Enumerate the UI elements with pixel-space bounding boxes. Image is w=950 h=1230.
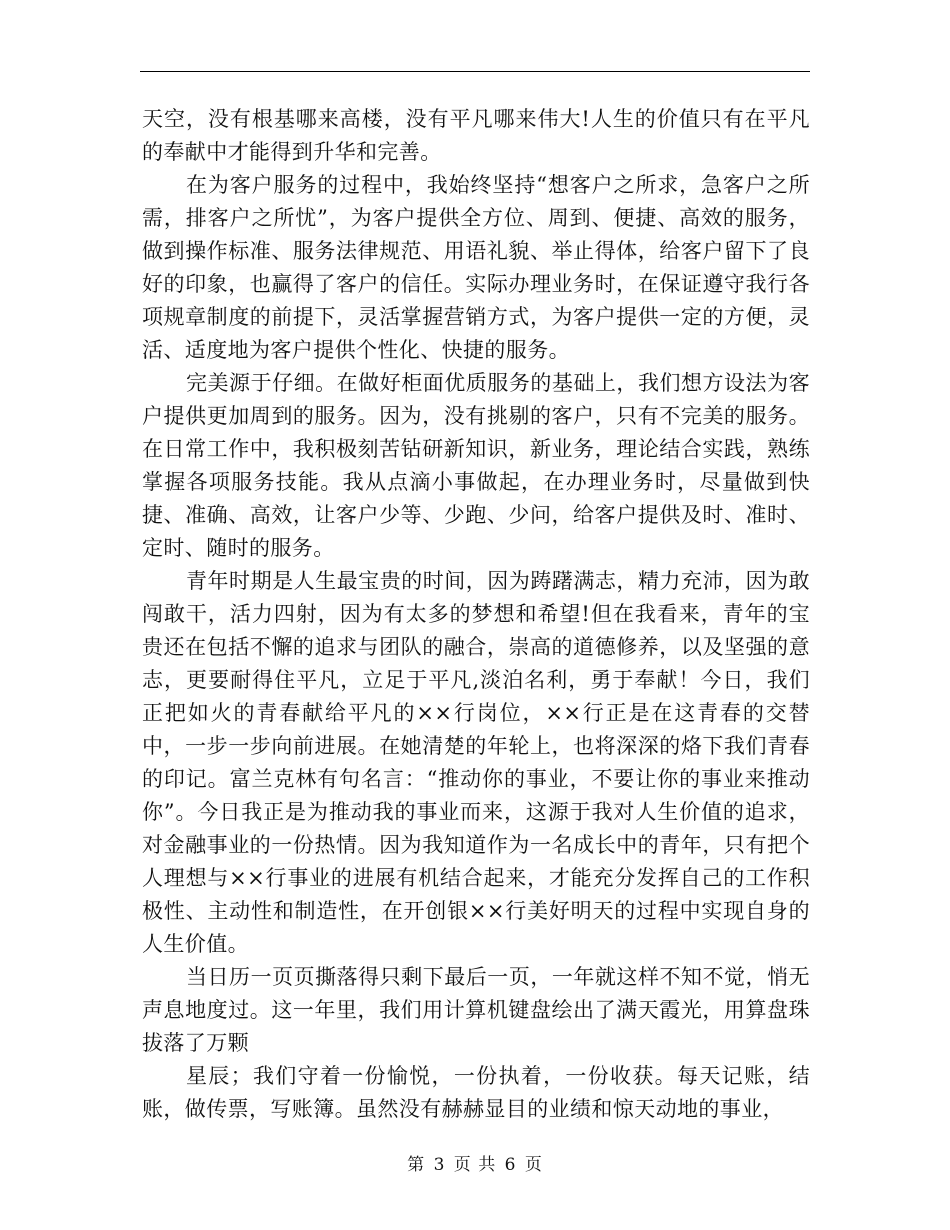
paragraph-3: 完美源于仔细。在做好柜面优质服务的基础上，我们想方设法为客户提供更加周到的服务。因为，没有挑剔的客户，只有不完美的服务。在日常工作中，我积极刻苦钻研新知识，新业务，理论结合实践，熟练掌握各项服务技能。我从点滴小事做起，在办理业务时，尽量做到快捷、准确、高效，让客户少等、少跑、少问，给客户提供及时、准时、定时、随时的服务。 [142,371,810,560]
paragraph-2: 在为客户服务的过程中，我始终坚持“想客户之所求，急客户之所需，排客户之所忧”，为客户提供全方位、周到、便捷、高效的服务，做到操作标准、服务法律规范、用语礼貌、举止得体，给客户留下了良好的印象，也赢得了客户的信任。实际办理业务时，在保证遵守我行各项规章制度的前提下，灵活掌握营销方式，为客户提供一定的方便，灵活、适度地为客户提供个性化、快捷的服务。 [142,173,810,362]
document-body [142,103,810,1126]
paragraph-5: 当日历一页页撕落得只剩下最后一页，一年就这样不知不觉，悄无声息地度过。这一年里，我们用计算机键盘绘出了满天霞光，用算盘珠拔落了万颗 [142,965,810,1055]
paragraph-6: 星辰；我们守着一份愉悦，一份执着，一份收获。每天记账，结账，做传票，写账簿。虽然没有赫赫显目的业绩和惊天动地的事业， [142,1064,810,1121]
page-footer [0,1150,950,1175]
footer-page-number: 3 [433,1155,446,1175]
footer-suffix: 页 [524,1155,543,1175]
footer-prefix: 第 [407,1155,426,1175]
footer-middle: 页 共 [453,1155,497,1175]
paragraph-1: 天空，没有根基哪来高楼，没有平凡哪来伟大!人生的价值只有在平凡的奉献中才能得到升华和完善。 [142,107,810,164]
header-rule [140,71,810,72]
footer-total-pages: 6 [504,1155,517,1175]
paragraph-4: 青年时期是人生最宝贵的时间，因为踌躇满志，精力充沛，因为敢闯敢干，活力四射，因为有太多的梦想和希望!但在我看来，青年的宝贵还在包括不懈的追求与团队的融合，崇高的道德修养，以及坚强的意志，更要耐得住平凡，立足于平凡,淡泊名利，勇于奉献！今日，我们正把如火的青春献给平凡的××行岗位，××行正是在这青春的交替中，一步一步向前进展。在她清楚的年轮上，也将深深的烙下我们青春的印记。富兰克林有句名言：“推动你的事业，不要让你的事业来推动你”。今日我正是为推动我的事业而来，这源于我对人生价值的追求，对金融事业的一份热情。因为我知道作为一名成长中的青年，只有把个人理想与××行事业的进展有机结合起来，才能充分发挥自己的工作积极性、主动性和制造性，在开创银××行美好明天的过程中实现自身的人生价值。 [142,569,810,956]
